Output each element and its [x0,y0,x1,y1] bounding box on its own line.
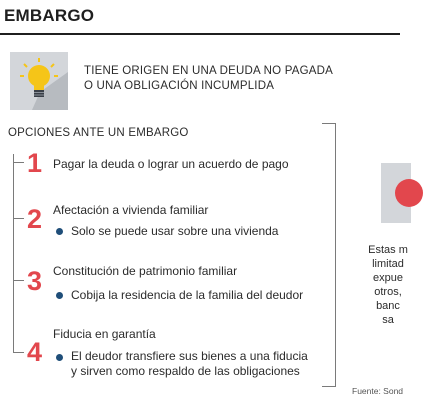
option-detail-line: y sirven como respaldo de las obligaciones [71,364,300,378]
side-icon-card [381,163,411,223]
option-label: Afectación a vivienda familiar [53,203,209,217]
options-bracket [322,123,336,387]
source-note: Fuente: Sond [352,386,404,396]
bullet-dot [56,228,63,235]
intro-text [84,64,333,94]
side-text-line: expue [373,272,403,284]
side-text-line: Estas m [368,244,408,256]
option-connector [13,280,24,281]
side-red-icon [395,179,423,207]
option-label: Pagar la deuda o lograr un acuerdo de pago [53,157,289,171]
side-text-line: otros, [374,286,402,298]
page-title: EMBARGO [4,6,95,25]
options-spine [13,154,14,352]
option-connector [13,218,24,219]
lightbulb-icon [10,52,68,110]
lightbulb-graphic [10,52,68,110]
option-connector [13,162,24,163]
header [0,0,400,36]
side-text [348,243,428,327]
side-text-line: sa [382,314,394,326]
options-title: OPCIONES ANTE UN EMBARGO [8,127,189,139]
intro-line: O UNA OBLIGACIÓN INCUMPLIDA [84,80,275,92]
side-text-line: limitad [372,258,404,270]
option-label: Constitución de patrimonio familiar [53,264,238,278]
intro-line: TIENE ORIGEN EN UNA DEUDA NO PAGADA [84,65,333,77]
option-detail: Solo se puede usar sobre una vivienda [71,224,279,238]
option-number: 1 [27,148,43,178]
option-label: Fiducia en garantía [53,327,156,341]
option-connector [13,352,24,353]
title-rule [0,33,400,35]
bullet-dot [56,292,63,299]
option-detail-line: El deudor transfiere sus bienes a una fiducia [71,349,308,363]
option-detail [71,349,308,379]
option-number: 4 [27,337,43,367]
bullet-dot [56,354,63,361]
side-text-line: banc [376,300,400,312]
option-number: 3 [27,266,43,296]
option-detail: Cobija la residencia de la familia del deudor [71,288,304,302]
option-number: 2 [27,204,43,234]
